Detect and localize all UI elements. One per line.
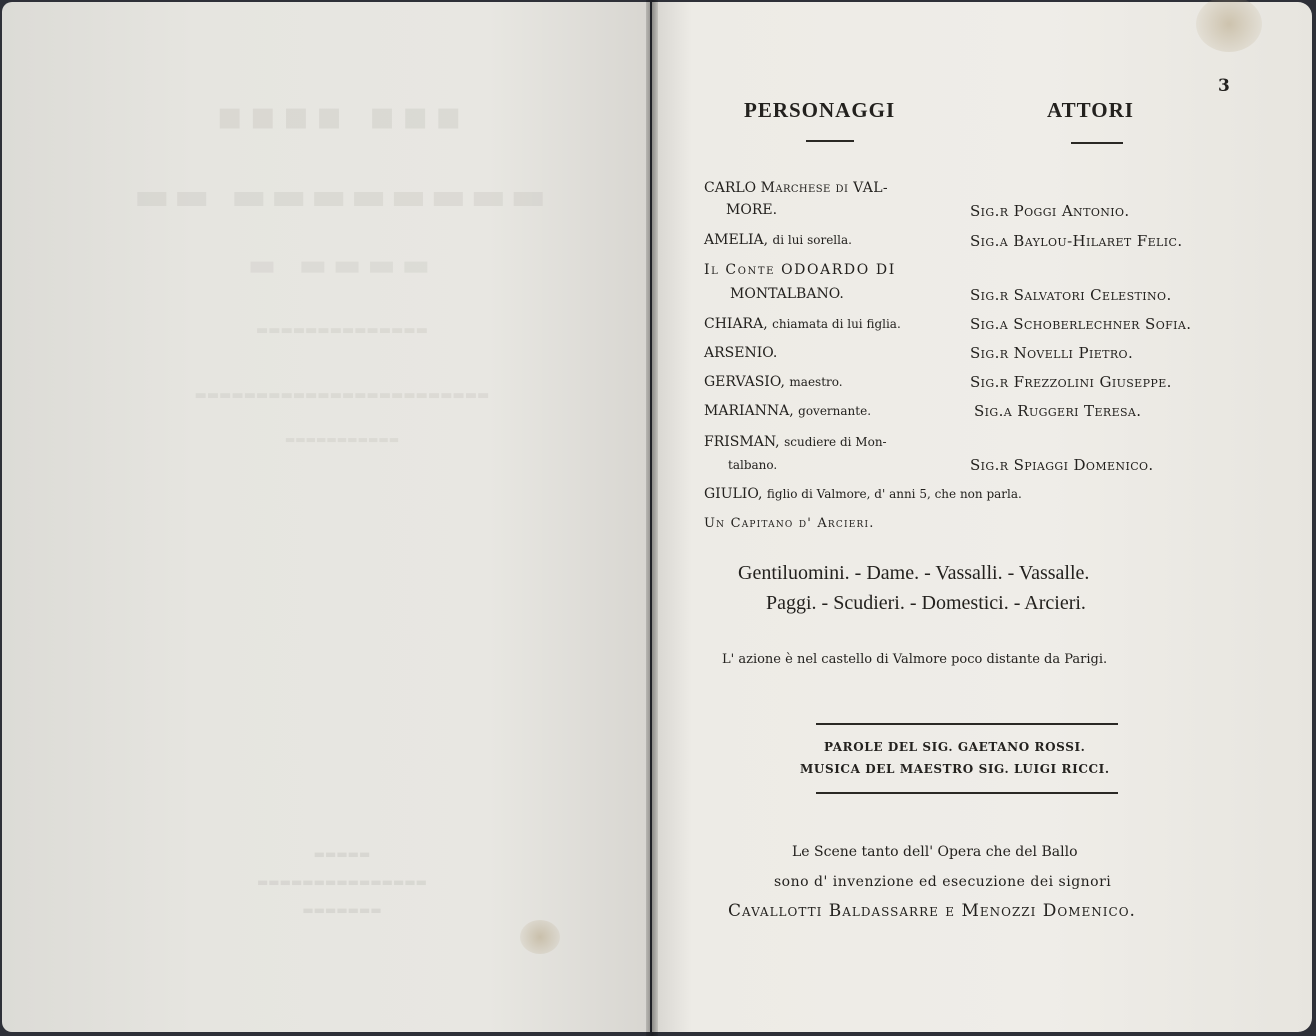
chorus-line-1: Gentiluomini. - Dame. - Vassalli. - Vassalle. <box>738 562 1090 584</box>
header-personaggi: PERSONAGGI <box>744 98 896 122</box>
cast-role-odoardo: Il Conte ODOARDO DI <box>704 262 896 278</box>
left-page <box>2 2 650 1032</box>
cast-actor: Sig.r Spiaggi Domenico. <box>970 456 1154 474</box>
chorus-line-2: Paggi. - Scudieri. - Domestici. - Arcieri. <box>766 592 1086 614</box>
cast-actor: Sig.r Frezzolini Giuseppe. <box>970 373 1172 391</box>
cast-role-carlo-cont: MORE. <box>726 202 778 218</box>
credits-rule-bottom <box>816 792 1118 794</box>
credit-libretto: PAROLE DEL SIG. GAETANO ROSSI. <box>824 740 1086 754</box>
book-gutter <box>646 0 658 1036</box>
cast-actor: Sig.a Schoberlechner Sofia. <box>970 315 1192 333</box>
credit-music: MUSICA DEL MAESTRO SIG. LUIGI RICCI. <box>800 762 1110 776</box>
extra-role-giulio: GIULIO, figlio di Valmore, d' anni 5, che non parla. <box>704 486 1022 502</box>
cast-actor: Sig.a Ruggeri Teresa. <box>974 402 1142 420</box>
cast-actor: Sig.r Poggi Antonio. <box>970 202 1130 220</box>
scenery-line-2: sono d' invenzione ed esecuzione dei signori <box>774 874 1112 890</box>
foxing-stain-corner <box>1196 0 1262 52</box>
cast-role-frisman-cont: talbano. <box>728 458 778 472</box>
cast-role-carlo: CARLO Marchese di VAL- <box>704 180 889 196</box>
cast-actor: Sig.r Novelli Pietro. <box>970 344 1134 362</box>
scenery-line-3: Cavallotti Baldassarre e Menozzi Domenico. <box>728 901 1136 921</box>
right-page <box>652 2 1312 1032</box>
scenery-line-1: Le Scene tanto dell' Opera che del Ballo <box>792 844 1078 860</box>
credits-rule-top <box>816 723 1118 725</box>
header-rule-right <box>1071 142 1123 144</box>
cast-role-arsenio: ARSENIO. <box>704 345 778 361</box>
cast-actor: Sig.a Baylou-Hilaret Felic. <box>970 232 1183 250</box>
foxing-stain <box>520 920 560 954</box>
page-number: 3 <box>1218 76 1230 96</box>
cast-role-odoardo-cont: MONTALBANO. <box>730 286 844 302</box>
cast-role-amelia: AMELIA, di lui sorella. <box>704 232 852 248</box>
cast-actor: Sig.r Salvatori Celestino. <box>970 286 1172 304</box>
cast-role-frisman: FRISMAN, scudiere di Mon- <box>704 434 887 450</box>
show-through-text: ▪▪▪▪ ▪▪▪ ▬▬ ▬▬▬▬▬▬▬▬ ▬ ▬▬▬▬ ▬▬▬▬▬▬▬▬▬▬▬▬▬▬ ▬▬▬▬▬▬▬▬▬▬▬▬▬▬▬▬▬▬▬▬▬▬▬▬ ▬▬▬▬▬▬▬▬▬▬▬ <box>133 92 551 446</box>
setting-note: L' azione è nel castello di Valmore poco distante da Parigi. <box>722 652 1108 667</box>
cast-role-chiara: CHIARA, chiamata di lui figlia. <box>704 316 901 332</box>
show-through-imprint: ▬▬▬▬▬ ▬▬▬▬▬▬▬▬▬▬▬▬▬▬▬ ▬▬▬▬▬▬▬ <box>256 847 428 917</box>
cast-role-marianna: MARIANNA, governante. <box>704 403 872 419</box>
header-attori: ATTORI <box>1047 98 1134 122</box>
extra-role-capitano: Un Capitano d' Arcieri. <box>704 516 875 531</box>
header-rule-left <box>806 140 854 142</box>
cast-role-gervasio: GERVASIO, maestro. <box>704 374 843 390</box>
